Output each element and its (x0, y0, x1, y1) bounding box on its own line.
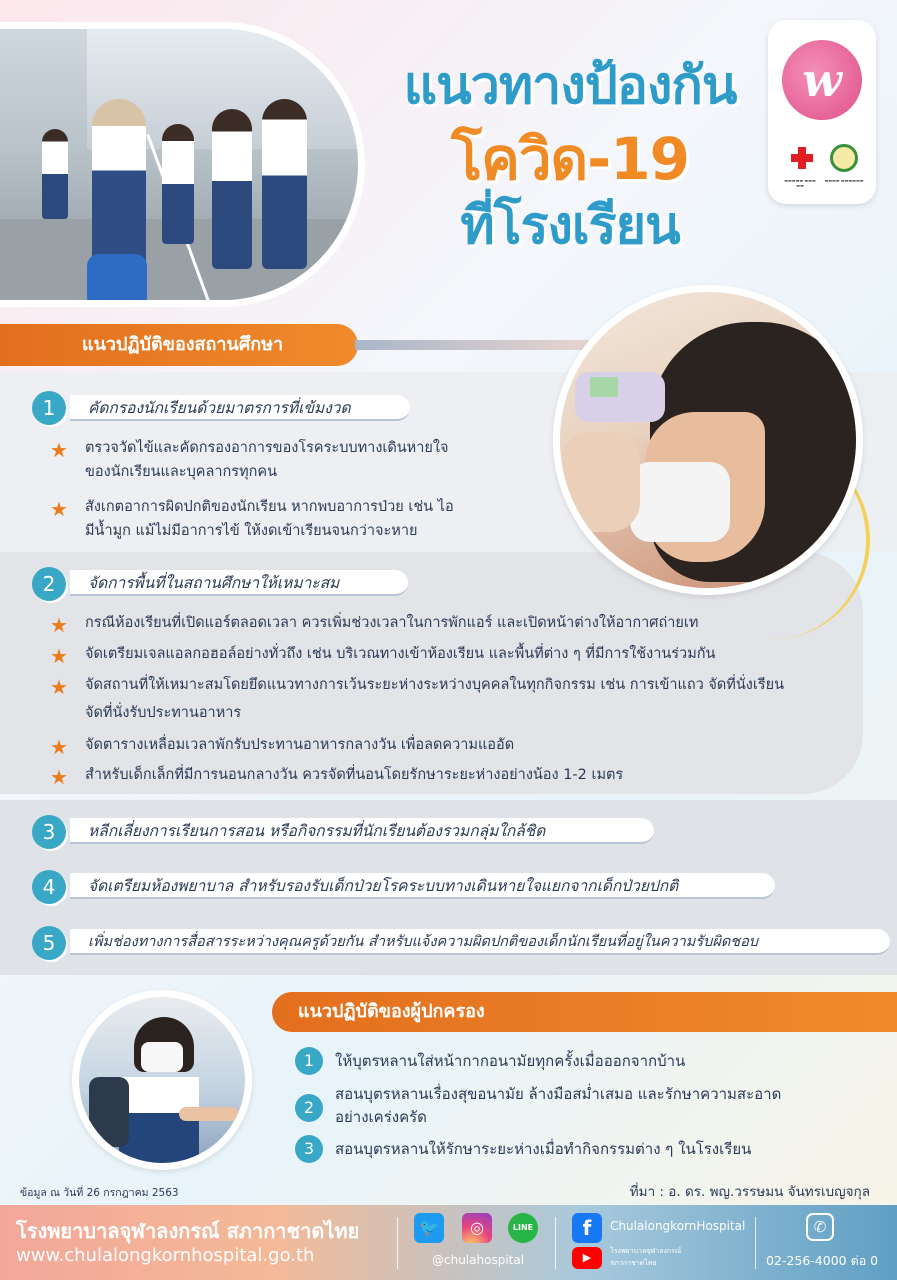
section-divider (355, 340, 595, 350)
parent-item-3-number: 3 (295, 1135, 323, 1163)
hospital-logo: w (782, 40, 862, 120)
footer-bar (0, 1205, 897, 1280)
item-2-bullet-1: กรณีห้องเรียนที่เปิดแอร์ตลอดเวลา ควรเพิ่มช่วงเวลาในการพักแอร์ และเปิดหน้าต่างให้อากาศถ่ายเท (85, 615, 699, 631)
star-bullet-icon: ★ (50, 438, 68, 462)
parent-item-2-text-line2: อย่างเคร่งครัด (335, 1108, 427, 1126)
handwashing-photo (72, 990, 252, 1170)
footer-social-handle[interactable]: @chulahospital (432, 1253, 525, 1267)
item-2-number: 2 (32, 567, 66, 601)
item-2-bullet-3b: จัดที่นั่งรับประทานอาหาร (85, 705, 242, 721)
item-5-heading: เพิ่มช่องทางการสื่อสารระหว่างคุณครูด้วยกัน สำหรับแจ้งความผิดปกติของเด็กนักเรียนที่อยู่ในความรับผิดชอบ (70, 929, 890, 955)
title-line-3: ที่โรงเรียน (460, 196, 680, 256)
line-icon[interactable]: LINE (508, 1213, 538, 1243)
star-bullet-icon: ★ (50, 735, 68, 759)
red-cross-icon (788, 144, 816, 172)
star-bullet-icon: ★ (50, 765, 68, 789)
item-1-bullet-2b: มีน้ำมูก แม้ไม่มีอาการไข้ ให้งดเข้าเรียนจนกว่าจะหาย (85, 523, 418, 539)
footer-facebook-name[interactable]: ChulalongkornHospital (610, 1219, 746, 1233)
star-bullet-icon: ★ (50, 613, 68, 637)
star-bullet-icon: ★ (50, 644, 68, 668)
parent-item-1-number: 1 (295, 1047, 323, 1075)
parent-item-1-text: ให้บุตรหลานใส่หน้ากากอนามัยทุกครั้งเมื่อออกจากบ้าน (335, 1052, 686, 1070)
date-note: ข้อมูล ณ วันที่ 26 กรกฎาคม 2563 (20, 1187, 179, 1199)
item-1-heading: คัดกรองนักเรียนด้วยมาตรการที่เข้มงวด (70, 395, 410, 421)
item-2-bullet-3a: จัดสถานที่ให้เหมาะสมโดยยึดแนวทางการเว้นระยะห่างระหว่างบุคคลในทุกกิจกรรม เช่น การเข้าแถว จัดที่นั่งเรียน (85, 677, 785, 693)
hospital-logo-card (768, 20, 876, 204)
youtube-icon[interactable]: ▶ (572, 1247, 602, 1269)
item-2-bullet-4: จัดตารางเหลื่อมเวลาพักรับประทานอาหารกลางวัน เพื่อลดความแออัด (85, 737, 515, 753)
item-3-number: 3 (32, 815, 66, 849)
footer-youtube-name-line2[interactable]: สภากาชาดไทย (610, 1259, 657, 1267)
footer-hospital-name: โรงพยาบาลจุฬาลงกรณ์ สภากาชาดไทย (16, 1219, 360, 1243)
footer-website[interactable]: www.chulalongkornhospital.go.th (16, 1245, 315, 1266)
item-1-bullet-1a: ตรวจวัดไข้และคัดกรองอาการของโรคระบบทางเดินหายใจ (85, 440, 449, 456)
item-1-bullet-1b: ของนักเรียนและบุคลากรทุกคน (85, 464, 278, 480)
item-5-number: 5 (32, 926, 66, 960)
footer-phone[interactable]: 02-256-4000 ต่อ 0 (766, 1253, 879, 1268)
parent-item-3-text: สอนบุตรหลานให้รักษาระยะห่างเมื่อทำกิจกรรมต่าง ๆ ในโรงเรียน (335, 1140, 752, 1158)
item-4-number: 4 (32, 870, 66, 904)
parent-item-2-text-line1: สอนบุตรหลานเรื่องสุขอนามัย ล้างมือสม่ำเสมอ และรักษาความสะอาด (335, 1085, 782, 1103)
item-4-heading: จัดเตรียมห้องพยาบาล สำหรับรองรับเด็กป่วยโรคระบบทางเดินหายใจแยกจากเด็กป่วยปกติ (70, 873, 775, 899)
star-bullet-icon: ★ (50, 497, 68, 521)
parent-section-title: แนวปฏิบัติของผู้ปกครอง (272, 992, 897, 1032)
item-2-bullet-5: สำหรับเด็กเล็กที่มีการนอนกลางวัน ควรจัดที่นอนโดยรักษาระยะห่างอย่างน้อง 1-2 เมตร (85, 767, 624, 783)
footer-separator (397, 1217, 398, 1269)
temperature-check-photo (553, 285, 863, 595)
logo-caption-right: ▬▬▬▬ ▬▬▬▬▬▬ (824, 178, 864, 183)
logo-caption-left: ▬▬▬▬▬ ▬▬▬ ▬▬ (784, 178, 816, 188)
phone-icon[interactable]: ✆ (806, 1213, 834, 1241)
item-3-heading: หลีกเลี่ยงการเรียนการสอน หรือกิจกรรมที่นักเรียนต้องรวมกลุ่มใกล้ชิด (70, 818, 654, 844)
footer-separator (555, 1217, 556, 1269)
instagram-icon[interactable]: ◎ (462, 1213, 492, 1243)
university-seal-icon (830, 144, 858, 172)
item-1-bullet-2a: สังเกตอาการผิดปกติของนักเรียน หากพบอาการป่วย เช่น ไอ (85, 499, 454, 515)
item-2-heading: จัดการพื้นที่ในสถานศึกษาให้เหมาะสม (70, 570, 408, 596)
school-section-title: แนวปฏิบัติของสถานศึกษา (0, 324, 358, 366)
title-line-2: โควิด-19 (451, 125, 689, 193)
source-credit: ที่มา : อ. ดร. พญ.วรรษมน จันทรเบญจกุล (629, 1184, 870, 1200)
footer-separator (755, 1217, 756, 1269)
hero-students-photo (0, 22, 365, 307)
twitter-icon[interactable]: 🐦 (414, 1213, 444, 1243)
star-bullet-icon: ★ (50, 675, 68, 699)
facebook-icon[interactable]: f (572, 1213, 602, 1243)
title-line-1: แนวทางป้องกัน (403, 56, 737, 116)
parent-item-2-number: 2 (295, 1094, 323, 1122)
item-1-number: 1 (32, 391, 66, 425)
item-2-bullet-2: จัดเตรียมเจลแอลกอฮอล์อย่างทั่วถึง เช่น บริเวณทางเข้าห้องเรียน และพื้นที่ต่าง ๆ ที่มีการใช้งานร่วมกัน (85, 646, 716, 662)
footer-youtube-name-line1[interactable]: โรงพยาบาลจุฬาลงกรณ์ (610, 1247, 682, 1255)
